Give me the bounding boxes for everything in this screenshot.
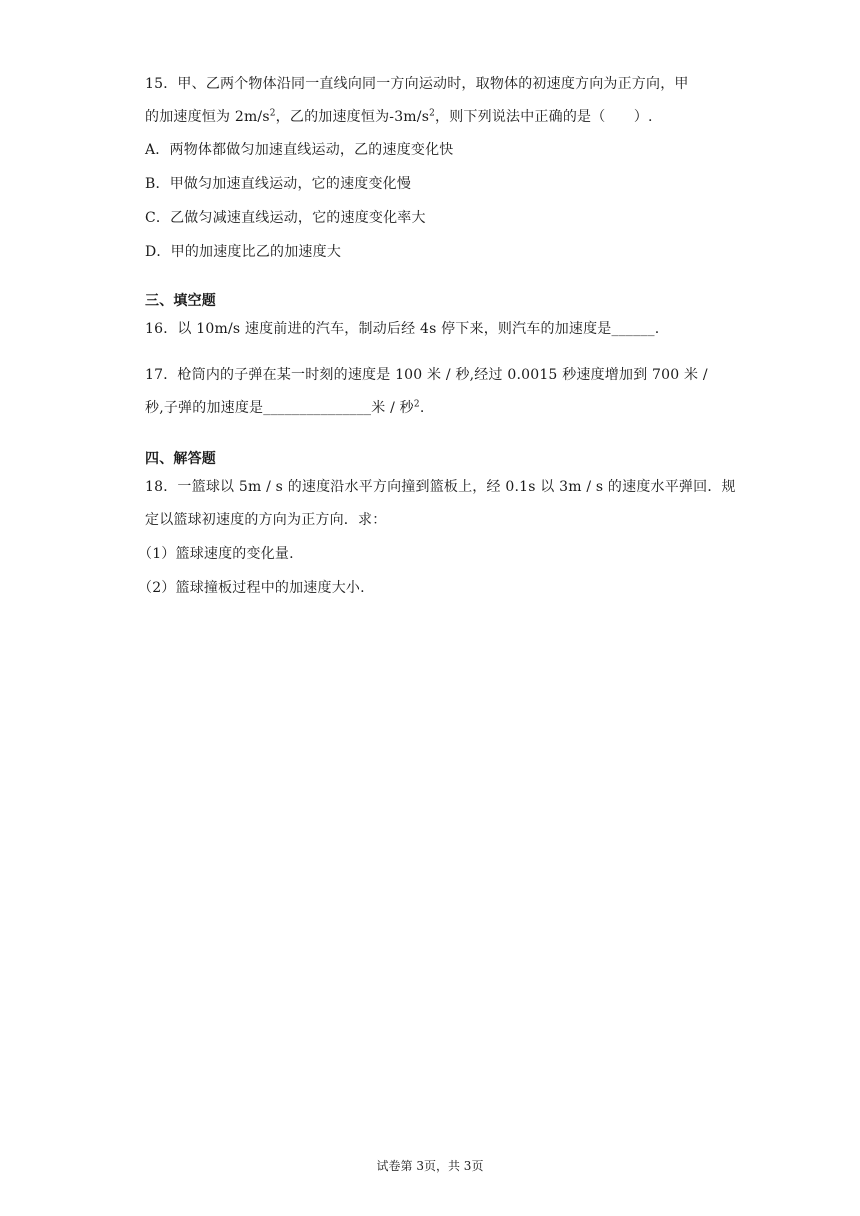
q17-line-2: [145, 398, 424, 418]
section-3-title: 三、填空题: [145, 293, 216, 309]
q15-option-d: D．甲的加速度比乙的加速度大: [145, 244, 342, 260]
q17-line-2-pre: 秒,子弹的加速度是_______________米 / 秒: [145, 400, 414, 416]
q15-sup-2: 2: [429, 108, 436, 119]
q17-line-2-post: .: [419, 400, 425, 416]
q17-line-1: 17．枪筒内的子弹在某一时刻的速度是 100 米 / 秒,经过 0.0015 秒速度增加到 700 米 /: [145, 367, 708, 383]
q15-line-2: [145, 107, 653, 127]
page-footer: 试卷第 3页，共 3页: [376, 1159, 484, 1173]
section-4-title: 四、解答题: [145, 451, 216, 467]
q15-option-c: C．乙做匀减速直线运动，它的速度变化率大: [145, 210, 426, 226]
q15-line-2-post: ，则下列说法中正确的是（ ）.: [435, 109, 653, 125]
q16-text: 16．以 10m/s 速度前进的汽车，制动后经 4s 停下来，则汽车的加速度是______.: [145, 321, 660, 337]
q18-line-1: 18．一篮球以 5m / s 的速度沿水平方向撞到篮板上，经 0.1s 以 3m / s 的速度水平弹回．规: [145, 479, 736, 495]
q15-sup-1: 2: [269, 108, 276, 119]
q15-option-a: A．两物体都做匀加速直线运动，乙的速度变化快: [145, 142, 454, 158]
q15-option-b: B．甲做匀加速直线运动，它的速度变化慢: [145, 176, 412, 192]
q18-sub-1: （1）篮球速度的变化量.: [138, 546, 294, 562]
q15-line-2-mid: ，乙的加速度恒为-3m/s: [275, 109, 430, 125]
q15-line-2-pre: 的加速度恒为 2m/s: [145, 109, 270, 125]
q18-line-2: 定以篮球初速度的方向为正方向．求：: [145, 512, 387, 528]
q17-sup: 2: [413, 399, 420, 410]
q15-line-1: 15．甲、乙两个物体沿同一直线向同一方向运动时，取物体的初速度方向为正方向，甲: [145, 76, 689, 92]
q18-sub-2: （2）篮球撞板过程中的加速度大小.: [138, 580, 365, 596]
